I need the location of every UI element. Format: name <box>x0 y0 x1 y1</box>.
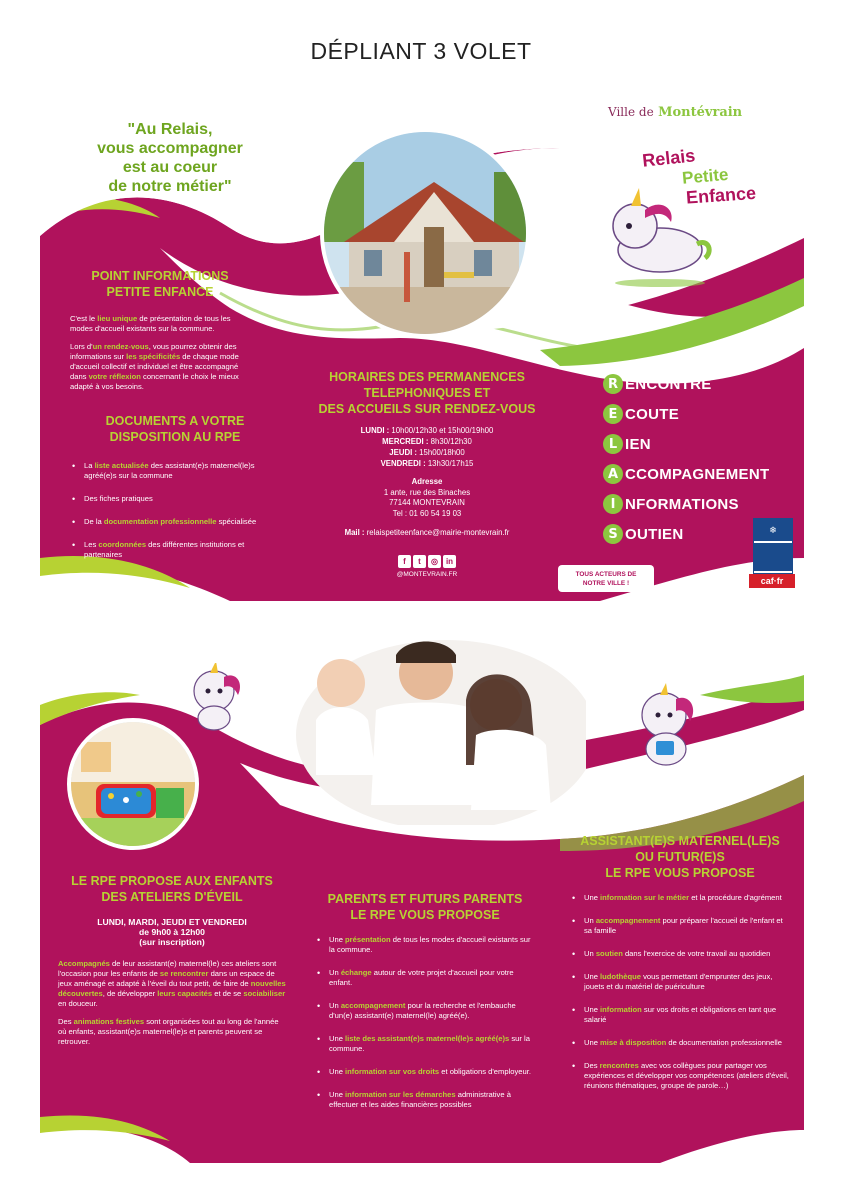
list-item: • Un accompagnement pour la recherche et l'embauche d'un(e) assistant(e) maternel(le) agréé(e). <box>315 1001 535 1021</box>
relais-r: R ENCONTRE <box>603 374 712 394</box>
instagram-icon[interactable]: ◎ <box>428 555 441 568</box>
point-info-title: POINT INFORMATIONS PETITE ENFANCE <box>91 269 229 299</box>
hours-row: LUNDI : 10h00/12h30 et 15h00/19h00 <box>360 426 494 435</box>
documents-title: DOCUMENTS A VOTRE DISPOSITION AU RPE <box>105 414 245 444</box>
eveil-schedule: LUNDI, MARDI, JEUDI ET VENDREDI de 9h00 à 12h00 (sur inscription) <box>97 917 247 947</box>
point-info-text: C'est le lieu unique de présentation de tous les modes d'accueil existants sur la commune. Lors d'un rendez-vous, vous pourrez obtenir des informations sur les spécificités de chaque mode d'accueil collectif et individuel et être accompagné dans votre réflexion concernant le choix le mieux adapté à vos besoins. <box>70 314 239 391</box>
list-item: • Un accompagnement pour préparer l'accueil de l'enfant et sa famille <box>570 916 790 936</box>
page-title: DÉPLIANT 3 VOLET <box>310 38 532 64</box>
unicorn-mascot <box>632 683 702 773</box>
family-photo <box>296 625 586 825</box>
list-item: • Une information sur les démarches administrative à effectuer et les aides financières possibles <box>315 1090 535 1110</box>
mail-line[interactable]: Mail : relaispetiteenfance@mairie-montevrain.fr <box>344 528 510 537</box>
asmat-list <box>570 893 790 1091</box>
caf-fr-logo: caf·fr <box>749 574 795 588</box>
snowflake-icon: ❄ <box>754 519 792 541</box>
list-item: • Une liste des assistant(e)s maternel(le)s agréé(e)s sur la commune. <box>315 1034 535 1054</box>
eveil-title: LE RPE PROPOSE AUX ENFANTS DES ATELIERS D'ÉVEIL <box>71 874 273 904</box>
list-item: • Une information sur vos droits et obligations d'employeur. <box>315 1067 535 1077</box>
hours-section <box>302 369 552 578</box>
relais-s: S OUTIEN <box>603 524 683 544</box>
list-item: • La liste actualisée des assistant(e)s maternel(le)s agréé(e)s sur la commune <box>70 461 280 481</box>
list-item: • Une présentation de tous les modes d'accueil existants sur la commune. <box>315 935 535 955</box>
documents-section <box>70 413 280 573</box>
caf-logo <box>753 518 793 574</box>
building-photo <box>320 128 530 338</box>
parents-list <box>315 935 535 1110</box>
eveil-text: Accompagnés de leur assistant(e) maternel(le) ces ateliers sont l'occasion pour les enfants de se rencontrer dans un espace de jeux aménagé et adapté à l'éveil du tout petit, de faire de nouvelles découvertes, de développer leurs capacités et de se sociabiliser en douceur. Des animations festives sont organisées tout au long de l'année où enfants, assistant(e)s maternel(le)s et parents peuvent se retrouver. <box>58 959 286 1046</box>
list-item: • Une ludothèque vous permettant d'emprunter des jeux, jouets et du matériel de puériculture <box>570 972 790 992</box>
hours-row: JEUDI : 15h00/18h00 <box>389 448 465 457</box>
linkedin-icon[interactable]: in <box>443 555 456 568</box>
hours-title: HORAIRES DES PERMANENCES TELEPHONIQUES ET DES ACCUEILS SUR RENDEZ-VOUS <box>318 370 536 416</box>
list-item: • Les coordonnées des différentes institutions et partenaires <box>70 540 280 560</box>
list-item: • Une information sur le métier et la procédure d'agrément <box>570 893 790 903</box>
relais-l: L IEN <box>603 434 651 454</box>
rpe-logo: Relais Petite Enfance <box>641 145 757 208</box>
relais-i: I NFORMATIONS <box>603 494 739 514</box>
playroom-photo <box>67 718 199 850</box>
front-quote: "Au Relais, vous accompagner est au coeur de notre métier" <box>97 121 243 195</box>
documents-list <box>70 461 280 560</box>
brochure-inside <box>40 625 804 1163</box>
facebook-icon[interactable]: f <box>398 555 411 568</box>
list-item: • De la documentation professionnelle spécialisée <box>70 517 280 527</box>
brochure-front <box>40 88 804 601</box>
unicorn-mascot <box>605 188 715 288</box>
parents-section <box>315 891 535 1123</box>
acteurs-badge: TOUS ACTEURS DE NOTRE VILLE ! <box>558 565 654 592</box>
list-item: • Des rencontres avec vos collègues pour partager vos expériences et développer vos compétences (ateliers d'éveil, réunions thématiques, groupe de parole…) <box>570 1061 790 1091</box>
list-item: • Une mise à disposition de documentation professionnelle <box>570 1038 790 1048</box>
asmat-section <box>570 833 790 1104</box>
address-block: Adresse 1 ante, rue des Binaches 77144 MONTEVRAIN Tel : 01 60 54 19 03 <box>383 477 471 518</box>
social-handle: @MONTEVRAIN.FR <box>396 571 458 578</box>
hours-list <box>302 425 552 469</box>
relais-a: A CCOMPAGNEMENT <box>603 464 769 484</box>
hours-row: VENDREDI : 13h30/17h15 <box>380 459 474 468</box>
list-item: • Des fiches pratiques <box>70 494 280 504</box>
list-item: • Un échange autour de votre projet d'accueil pour votre enfant. <box>315 968 535 988</box>
relais-e: E COUTE <box>603 404 679 424</box>
hours-row: MERCREDI : 8h30/12h30 <box>382 437 472 446</box>
social-icons <box>302 551 552 569</box>
unicorn-mascot <box>184 663 244 733</box>
point-info-section <box>70 268 250 400</box>
asmat-title: ASSISTANT(E)S MATERNEL(LE)S OU FUTUR(E)S LE RPE VOUS PROPOSE <box>580 834 780 880</box>
list-item: • Un soutien dans l'exercice de votre travail au quotidien <box>570 949 790 959</box>
twitter-icon[interactable]: t <box>413 555 426 568</box>
list-item: • Une information sur vos droits et obligations en tant que salarié <box>570 1005 790 1025</box>
eveil-section <box>52 873 292 1055</box>
ville-logo: Ville de Montévrain <box>608 105 743 120</box>
parents-title: PARENTS ET FUTURS PARENTS LE RPE VOUS PROPOSE <box>327 892 523 922</box>
